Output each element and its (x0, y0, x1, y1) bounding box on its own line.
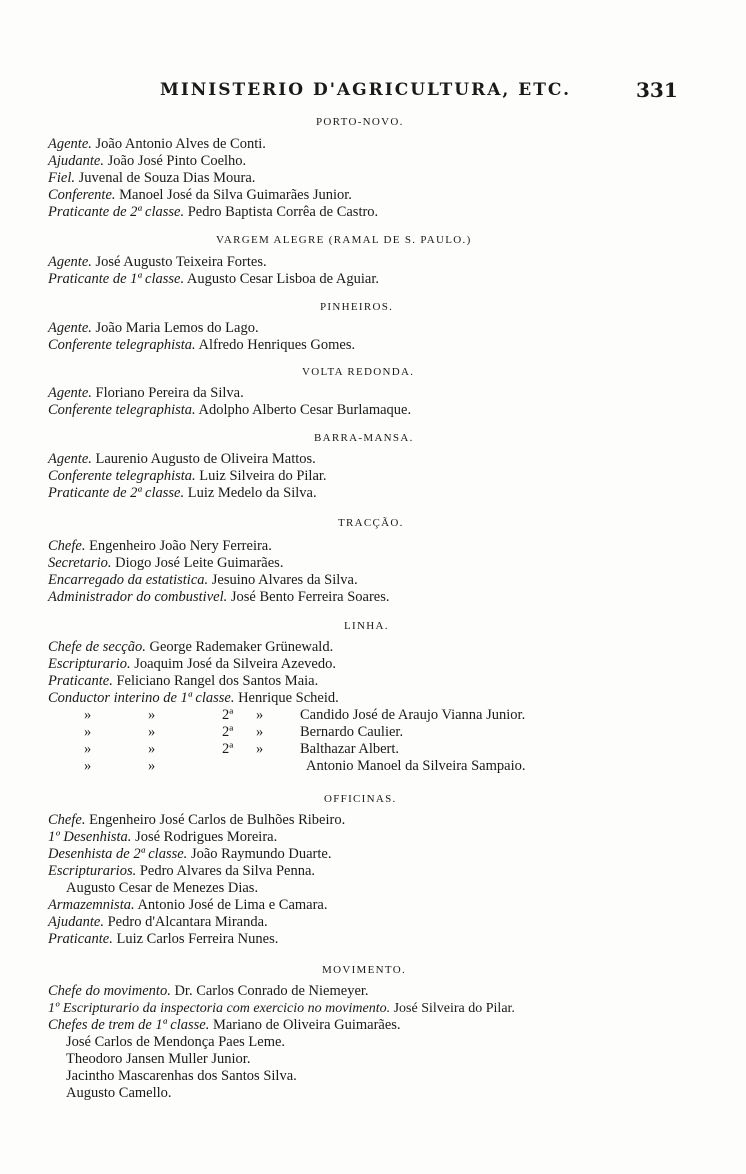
entry-line (48, 673, 318, 690)
entry-name: Pedro Baptista Corrêa de Castro. (187, 204, 379, 220)
section-heading: VOLTA REDONDA. (302, 366, 415, 378)
entry-role: Praticante. (48, 673, 113, 689)
entry-name: Manoel José da Silva Guimarães Junior. (119, 187, 352, 203)
entry-name: Joaquim José da Silveira Azevedo. (134, 656, 336, 672)
section-heading: MOVIMENTO. (322, 964, 406, 976)
page-number: 331 (636, 78, 678, 102)
running-head: MINISTERIO D'AGRICULTURA, ETC. (160, 80, 571, 100)
entry-line (48, 136, 266, 153)
entry-role: Armazemnista. (48, 897, 135, 913)
class-number: 2ª (222, 741, 234, 757)
entry-line (48, 829, 277, 846)
ditto-mark: » (256, 741, 264, 757)
entry-name: João José Pinto Coelho. (107, 153, 247, 169)
entry-line (48, 863, 315, 880)
entry-role: Agente. (48, 254, 92, 270)
section-heading: VARGEM ALEGRE (RAMAL DE S. PAULO.) (216, 234, 472, 246)
entry-line (48, 656, 336, 673)
entry-line (48, 187, 352, 204)
entry-role: Conferente telegraphista. (48, 402, 196, 418)
entry-name: Luiz Carlos Ferreira Nunes. (116, 931, 279, 947)
entry-name: Antonio Manoel da Silveira Sampaio. (306, 758, 526, 774)
entry-name: Pedro d'Alcantara Miranda. (107, 914, 268, 930)
entry-name: Alfredo Henriques Gomes. (198, 337, 356, 353)
ditto-mark: » (148, 758, 156, 774)
ditto-mark: » (256, 707, 264, 723)
entry-name: Engenheiro João Nery Ferreira. (89, 538, 272, 554)
entry-line (48, 385, 244, 402)
entry-name: José Augusto Teixeira Fortes. (95, 254, 267, 270)
entry-role: Conferente telegraphista. (48, 337, 196, 353)
entry-line (48, 170, 255, 187)
entry-role: Administrador do combustivel. (48, 589, 228, 605)
ditto-mark: » (148, 724, 156, 740)
entry-role: Praticante de 2ª classe. (48, 485, 185, 501)
entry-line (48, 572, 358, 589)
entry-line (48, 254, 267, 271)
ditto-mark: » (148, 707, 156, 723)
entry-name: Floriano Pereira da Silva. (95, 385, 244, 401)
entry-role: Secretario. (48, 555, 112, 571)
entry-line (48, 485, 317, 502)
entry-line (66, 1085, 172, 1102)
entry-line (48, 271, 379, 288)
entry-line (48, 639, 333, 656)
entry-name: Feliciano Rangel dos Santos Maia. (116, 673, 319, 689)
entry-name: José Carlos de Mendonça Paes Leme. (66, 1034, 286, 1050)
entry-name: Jesuino Alvares da Silva. (211, 572, 358, 588)
entry-role: 1º Escripturario da inspectoria com exercicio no movimento. (48, 1001, 391, 1016)
entry-name: Bernardo Caulier. (300, 724, 404, 740)
entry-role: Agente. (48, 451, 92, 467)
entry-role: Encarregado da estatistica. (48, 572, 209, 588)
entry-name: Henrique Scheid. (238, 690, 339, 706)
entry-role: Conferente telegraphista. (48, 468, 196, 484)
entry-name: Diogo José Leite Guimarães. (115, 555, 284, 571)
entry-name: Balthazar Albert. (300, 741, 400, 757)
entry-name: Theodoro Jansen Muller Junior. (66, 1051, 251, 1067)
entry-name: João Raymundo Duarte. (190, 846, 332, 862)
entry-name: Luiz Medelo da Silva. (187, 485, 317, 501)
entry-line (48, 555, 283, 572)
entry-line (48, 1000, 515, 1017)
entry-role: Fiel. (48, 170, 75, 186)
entry-role: Chefe de secção. (48, 639, 146, 655)
ditto-mark: » (256, 724, 264, 740)
entry-name: Engenheiro José Carlos de Bulhões Ribeiro. (89, 812, 346, 828)
entry-name: George Rademaker Grünewald. (149, 639, 334, 655)
class-number: 2ª (222, 724, 234, 740)
section-heading: PORTO-NOVO. (316, 116, 404, 128)
section-heading: LINHA. (344, 620, 389, 632)
entry-line (66, 1068, 297, 1085)
entry-role: Escripturarios. (48, 863, 137, 879)
entry-role: Ajudante. (48, 914, 104, 930)
section-heading: PINHEIROS. (320, 301, 394, 313)
entry-line (48, 153, 246, 170)
entry-name: José Rodrigues Moreira. (135, 829, 278, 845)
ditto-mark: » (84, 741, 92, 757)
entry-name: Jacintho Mascarenhas dos Santos Silva. (66, 1068, 297, 1084)
entry-line (48, 468, 327, 485)
entry-line (66, 880, 258, 897)
entry-name: Dr. Carlos Conrado de Niemeyer. (174, 983, 369, 999)
entry-name: Antonio José de Lima e Camara. (137, 897, 328, 913)
entry-line (48, 690, 339, 707)
entry-line (48, 846, 331, 863)
entry-role: 1º Desenhista. (48, 829, 132, 845)
entry-role: Escripturario. (48, 656, 131, 672)
section-heading: BARRA-MANSA. (314, 432, 414, 444)
entry-line (48, 320, 259, 337)
entry-role: Chefe. (48, 538, 86, 554)
ditto-mark: » (148, 741, 156, 757)
entry-role: Agente. (48, 320, 92, 336)
ditto-mark: » (84, 724, 92, 740)
entry-role: Praticante de 2ª classe. (48, 204, 185, 220)
entry-line (48, 204, 378, 221)
entry-line (48, 914, 268, 931)
entry-name: Mariano de Oliveira Guimarães. (212, 1017, 401, 1033)
entry-name: João Antonio Alves de Conti. (95, 136, 266, 152)
entry-line (48, 897, 328, 914)
entry-name: João Maria Lemos do Lago. (95, 320, 259, 336)
entry-role: Praticante de 1ª classe. (48, 271, 185, 287)
entry-role: Agente. (48, 136, 92, 152)
entry-line (48, 931, 278, 948)
entry-role: Agente. (48, 385, 92, 401)
entry-name: Augusto Cesar Lisboa de Aguiar. (186, 271, 380, 287)
section-heading: OFFICINAS. (324, 793, 397, 805)
entry-line (48, 402, 411, 419)
entry-role: Conductor interino de 1ª classe. (48, 690, 235, 706)
entry-role: Desenhista de 2ª classe. (48, 846, 188, 862)
entry-line (48, 589, 390, 606)
entry-role: Praticante. (48, 931, 113, 947)
ditto-mark: » (84, 707, 92, 723)
section-heading: TRACÇÃO. (338, 517, 404, 529)
entry-line (48, 538, 272, 555)
entry-name: Augusto Cesar de Menezes Dias. (66, 880, 259, 896)
entry-line (48, 451, 316, 468)
entry-role: Chefe do movimento. (48, 983, 171, 999)
class-number: 2ª (222, 707, 234, 723)
entry-line (66, 1034, 285, 1051)
ditto-mark: » (84, 758, 92, 774)
entry-line (48, 983, 369, 1000)
entry-role: Ajudante. (48, 153, 104, 169)
entry-name: Augusto Camello. (66, 1085, 172, 1101)
entry-line (48, 812, 345, 829)
entry-name: Pedro Alvares da Silva Penna. (139, 863, 316, 879)
entry-name: Candido José de Araujo Vianna Junior. (300, 707, 526, 723)
entry-line (48, 337, 355, 354)
entry-name: Laurenio Augusto de Oliveira Mattos. (95, 451, 316, 467)
entry-line (66, 1051, 250, 1068)
entry-name: Juvenal de Souza Dias Moura. (78, 170, 256, 186)
entry-name: Luiz Silveira do Pilar. (199, 468, 327, 484)
entry-name: José Bento Ferreira Soares. (230, 589, 390, 605)
entry-role: Chefe. (48, 812, 86, 828)
entry-role: Conferente. (48, 187, 116, 203)
entry-name: Adolpho Alberto Cesar Burlamaque. (198, 402, 412, 418)
entry-name: José Silveira do Pilar. (393, 1001, 515, 1016)
entry-role: Chefes de trem de 1ª classe. (48, 1017, 210, 1033)
entry-line (48, 1017, 401, 1034)
